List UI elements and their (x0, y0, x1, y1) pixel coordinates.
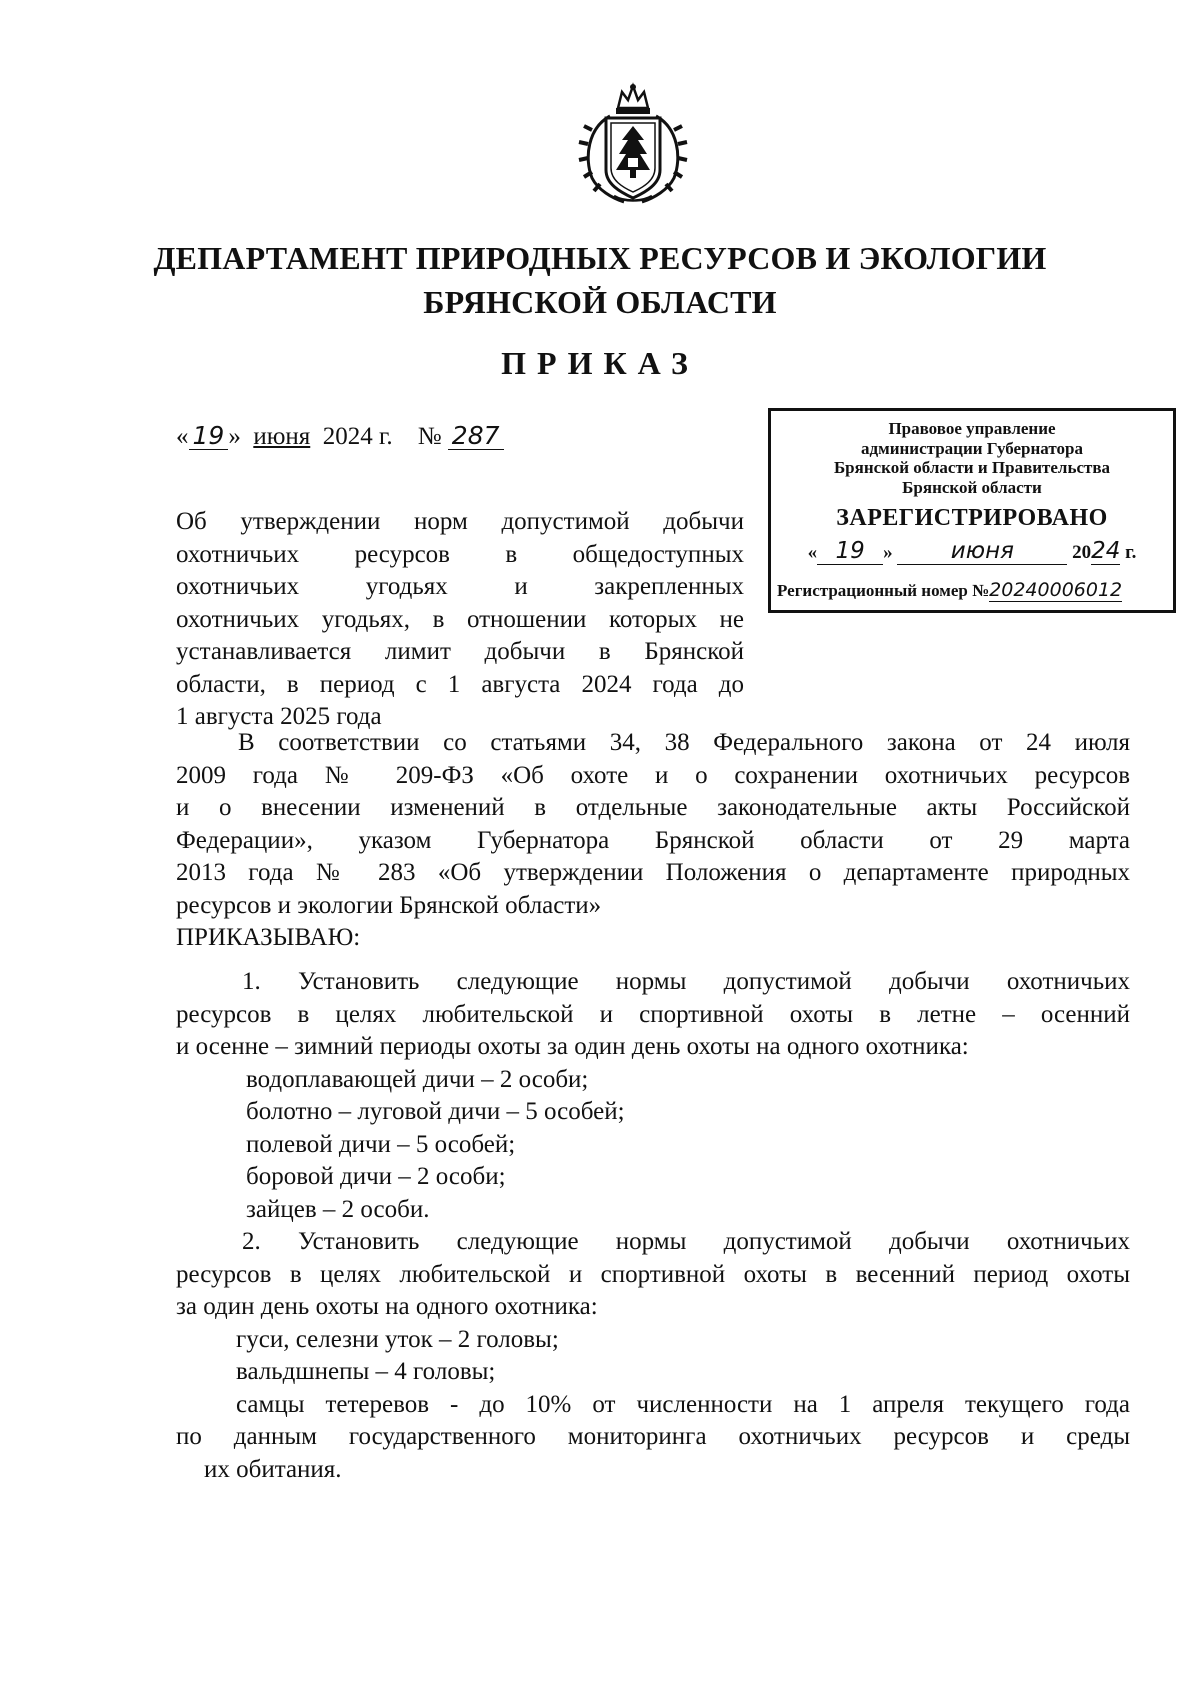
department-name-line1: ДЕПАРТАМЕНТ ПРИРОДНЫХ РЕСУРСОВ И ЭКОЛОГИИ (153, 240, 1047, 276)
stamp-day: 19 (817, 538, 883, 565)
stamp-reg-label: Регистрационный номер № (777, 581, 990, 600)
preamble-line: ресурсов и экологии Брянской области» (176, 891, 602, 919)
item-2-line: 2. Установить следующие нормы допустимой добычи охотничьих (242, 1228, 1130, 1255)
norm-item: вальдшнепы – 4 головы; (236, 1358, 496, 1385)
stamp-line4: Брянской области (902, 477, 1042, 497)
preamble-paragraph (176, 727, 1130, 922)
preamble-line: 2009 года № 209-ФЗ «Об охоте и о сохранении охотничьих ресурсов (176, 761, 1130, 789)
subject-line: охотничьих угодьях и закрепленных (176, 573, 744, 600)
item-2-paragraph (176, 1226, 1130, 1324)
subject-line: охотничьих ресурсов в общедоступных (176, 540, 744, 568)
bryansk-coat-of-arms-icon (578, 78, 688, 206)
department-name (120, 236, 1080, 324)
norm-item: гуси, селезни уток – 2 головы; (236, 1325, 559, 1353)
stamp-line1: Правовое управление (888, 419, 1056, 438)
stamp-line3: Брянской области и Правительства (833, 458, 1111, 477)
norm-item: зайцев – 2 особи. (246, 1195, 430, 1223)
order-title: ПРИКАЗ (501, 345, 699, 381)
stamp-reg-number: 20240006012 (989, 579, 1123, 601)
order-day: 19 (189, 423, 229, 450)
order-directive: ПРИКАЗЫВАЮ: (176, 924, 361, 951)
norm-item: водоплавающей дичи – 2 особи; (246, 1065, 589, 1093)
subject-line: Об утверждении норм допустимой добычи (176, 508, 744, 535)
stamp-line2: администрации Губернатора (861, 438, 1083, 458)
order-subject (176, 506, 744, 734)
grouse-paragraph (176, 1389, 1130, 1487)
item-1-paragraph (176, 966, 1130, 1064)
item-1-line: и осенне – зимний периоды охоты за один день охоты на одного охотника: (176, 1033, 969, 1060)
stamp-year-unit: г. (1125, 542, 1137, 563)
order-year: 2024 г. (322, 423, 393, 450)
preamble-line: и о внесении изменений в отдельные законодательные акты Российской (176, 794, 1130, 821)
subject-line: 1 августа 2025 года (176, 703, 382, 730)
item-2 (176, 1226, 1130, 1486)
order-date-line (176, 423, 504, 451)
order-month: июня (253, 423, 311, 450)
item-2-line: за один день охоты на одного охотника: (176, 1293, 598, 1320)
item-1-line: ресурсов в целях любительской и спортивной охоты в летне – осенний (176, 1000, 1130, 1028)
norm-item: боровой дичи – 2 особи; (246, 1163, 506, 1190)
subject-line: устанавливается лимит добычи в Брянской (176, 638, 744, 665)
grouse-line: их обитания. (204, 1455, 342, 1483)
stamp-month: июня (897, 538, 1067, 565)
grouse-line: самцы тетеревов - до 10% от численности на 1 апреля текущего года (236, 1390, 1130, 1418)
subject-line: охотничьих угодьях, в отношении которых не (176, 605, 744, 633)
preamble-line: В соответствии со статьями 34, 38 Федерального закона от 24 июля (238, 729, 1130, 756)
stamp-date-open-quote: « (807, 542, 818, 563)
stamp-registered: ЗАРЕГИСТРИРОВАНО (836, 505, 1108, 531)
preamble-line: Федерации», указом Губернатора Брянской области от 29 марта (176, 826, 1130, 854)
stamp-year-suffix: 24 (1091, 538, 1121, 564)
date-open-quote: « (176, 423, 189, 450)
item-2-line: ресурсов в целях любительской и спортивной охоты в весенний период охоты (176, 1260, 1130, 1288)
item-1 (176, 966, 1130, 1226)
stamp-date (771, 538, 1173, 565)
stamp-date-close-quote: » (883, 542, 893, 563)
item-1-line: 1. Установить следующие нормы допустимой добычи охотничьих (242, 968, 1130, 995)
department-name-line2: БРЯНСКОЙ ОБЛАСТИ (423, 284, 777, 320)
grouse-line: по данным государственного мониторинга охотничьих ресурсов и среды (176, 1423, 1130, 1450)
norm-item: полевой дичи – 5 особей; (246, 1130, 516, 1158)
subject-line: области, в период с 1 августа 2024 года до (176, 670, 744, 698)
preamble-line: 2013 года № 283 «Об утверждении Положения о департаменте природных (176, 859, 1130, 886)
registration-stamp (768, 408, 1176, 613)
order-number-label: № (417, 423, 442, 450)
order-number: 287 (448, 423, 504, 450)
preamble (176, 727, 1130, 955)
stamp-reg-number-line (771, 579, 1173, 602)
stamp-year-prefix: 20 (1072, 542, 1092, 563)
date-close-quote: » (228, 423, 241, 450)
norm-item: болотно – луговой дичи – 5 особей; (246, 1098, 625, 1125)
